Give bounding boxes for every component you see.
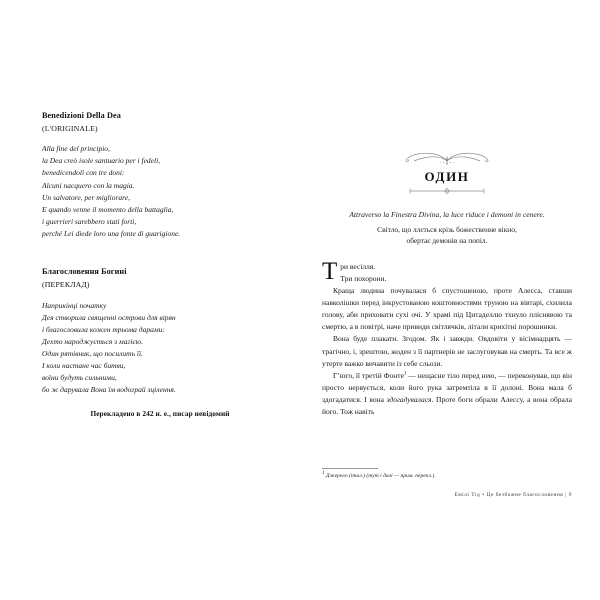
translation-poem-lines: [42, 300, 278, 397]
body-paragraph-with-footnote: [322, 370, 572, 419]
epigraph-ukrainian-line: обертає демонів на попіл.: [406, 236, 488, 246]
translation-poem-title: Благословення Богині: [42, 267, 127, 277]
footnote-divider: [322, 468, 378, 469]
epigraph-italian: Attraverso la Finestra Divina, la luce riduce i demoni in cenere.: [349, 210, 545, 220]
footnote-area: [322, 468, 572, 481]
poem-line: І коли настане час битви,: [42, 361, 126, 371]
poem-line: воїни будуть сильними,: [42, 373, 117, 383]
translation-poem-block: [42, 266, 278, 417]
emphasized-word: здогадувалася: [386, 395, 432, 405]
footer-author: Емілі Тід: [454, 492, 481, 498]
right-page: [300, 0, 600, 600]
poem-line: Un salvatore, per migliorare,: [42, 192, 130, 202]
flourish-ornament-icon: [404, 150, 490, 166]
footnote-body: Джерело (італ.) (тут і далі — прим. перекл.).: [326, 473, 436, 479]
footnote-sentence-start: Г’юго, її третій Фонте: [333, 370, 404, 380]
original-poem-title: Benedizioni Della Dea: [42, 111, 121, 120]
poem-line: la Dea creò isole santuario per i fedeli,: [42, 156, 161, 166]
footnote-marker[interactable]: 1: [403, 370, 407, 377]
poem-line: Дея створила священні острови для вірян: [42, 312, 176, 322]
drop-cap: Т: [322, 257, 338, 285]
translation-poem-subtitle: (ПЕРЕКЛАД): [42, 280, 90, 290]
original-poem-lines: [42, 143, 278, 240]
epigraph-ukrainian: [322, 224, 572, 247]
footer-page-separator: |: [565, 492, 567, 498]
poem-line: E quando venne il momento della battaglia,: [42, 204, 174, 214]
chapter-epigraph: [322, 209, 572, 246]
epigraph-ukrainian-line: Світло, що ллється крізь божественне вікно,: [377, 224, 517, 234]
footnote-sentence-tail: . Проте боги обрали Алессу, а вона обрала його. Тож навіть: [322, 395, 572, 417]
poem-line: i guerrieri sarebbero stati forti,: [42, 217, 137, 227]
poem-line: Наприкінці початку: [42, 300, 107, 310]
original-poem-subtitle: (L'ORIGINALE): [42, 123, 98, 133]
chapter-header: [322, 150, 572, 195]
opening-line-rest: ри весілля.: [340, 261, 376, 271]
footnote-text: [322, 470, 572, 481]
body-paragraph: Вона буде плакати. Згодом. Як і завжди. Овдовіти у вісімнадцять — трагічно, і, зрештою, жоден з її партнерів не заслуговував на смерть. Та все ж утерте важко вичавити із себе сльози.: [322, 334, 572, 368]
running-footer: [300, 492, 572, 498]
chapter-number: ОДИН: [424, 169, 470, 184]
footer-book-title: Це безбожне благословення: [486, 492, 564, 498]
original-poem-block: [42, 110, 278, 240]
divider-rule-icon: [404, 187, 490, 195]
body-paragraph: Краща людина почувалася б спустошеною, проте Алесса, ставши навколішки перед інкрустованою коштовностями труною на вівтарі, схилила голову, аби приховати сухі очі. У храмі під Цитаделлю тхнуло пліснявою та смертю, а в повітрі, наче привиди світлячків, літали крихітні порошинки.: [322, 285, 572, 332]
opening-line-two: Три похорони.: [340, 273, 387, 283]
poem-line: perché Lei diede loro una fonte di guarigione.: [42, 229, 181, 239]
poem-line: Alcuni nacquero con la magia.: [42, 180, 135, 190]
poem-line: і благословила кожен трьома дарами:: [42, 324, 165, 334]
footer-page-number: 9: [568, 492, 572, 498]
poem-line: benedicendoli con tre doni:: [42, 168, 125, 178]
footnote-number: 1: [322, 470, 325, 477]
footer-separator: •: [482, 492, 485, 498]
footnote-sentence-middle: — нещасне тіло перед нею, — переконував, що він просто нервується, коли його рука затремтіла в її долоні. Вона мала б здогадатися. І вона: [322, 370, 572, 405]
chapter-body: [322, 257, 572, 419]
poem-line: Один рятівник, що посилить її.: [42, 349, 143, 359]
poem-line: Дехто народжується з магією.: [42, 336, 143, 346]
poem-line: бо ж дарувала Вона їм водограй зцілення.: [42, 385, 176, 395]
poem-line: Alla fine del principio,: [42, 144, 110, 154]
opening-paragraph: [322, 257, 572, 285]
translation-credit: Перекладено в 242 н. е., писар невідомий: [90, 408, 230, 418]
